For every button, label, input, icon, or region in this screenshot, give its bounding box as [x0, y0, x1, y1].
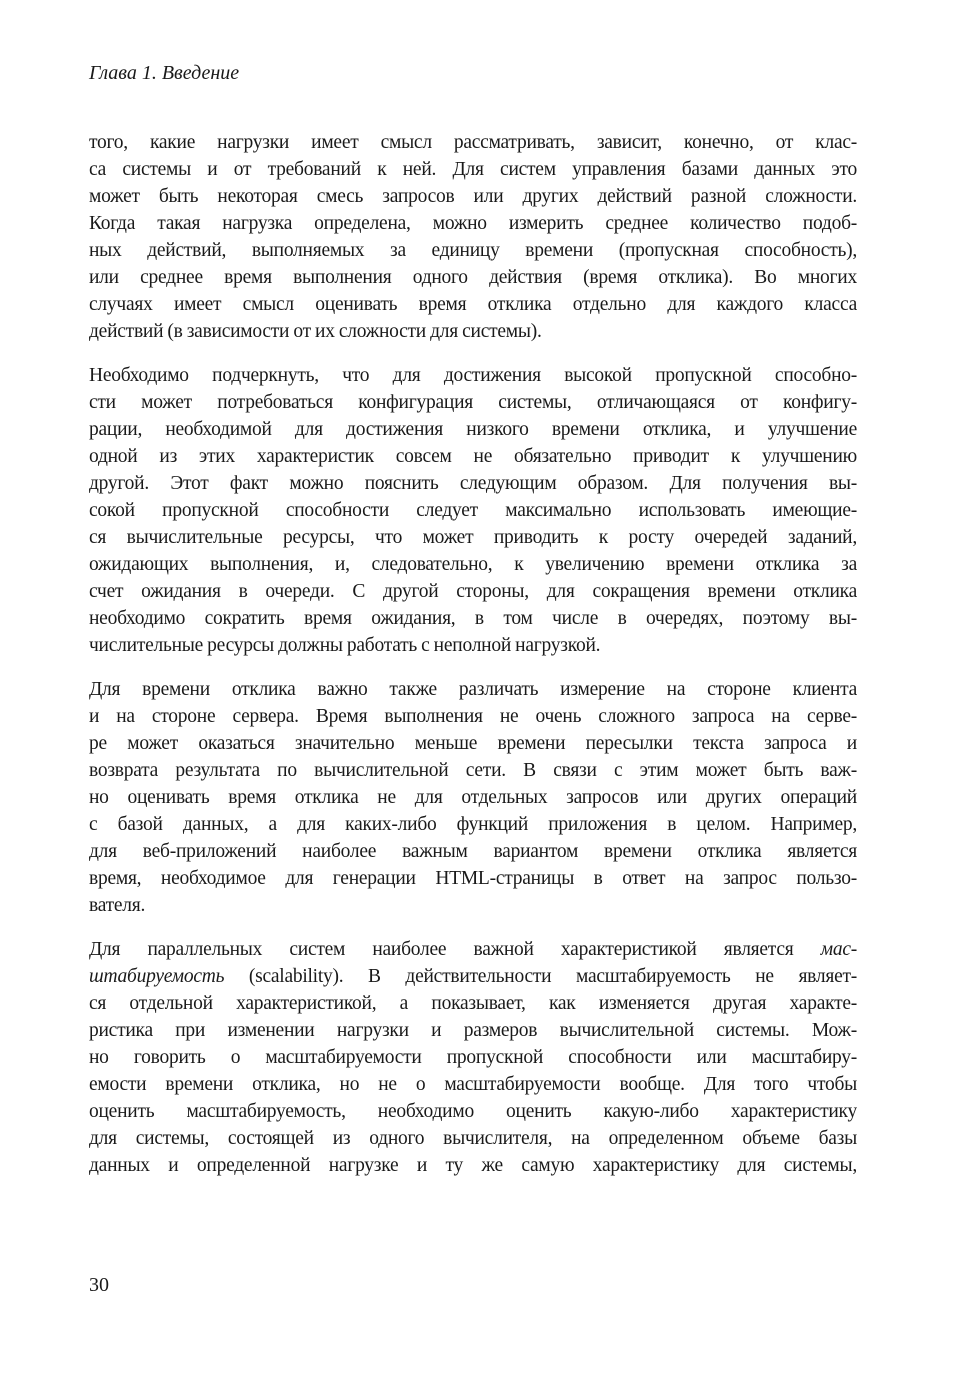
- text-line: может быть некоторая смесь запросов или других действий разной сложности.: [89, 186, 857, 207]
- paragraph: [89, 676, 857, 919]
- text-line: ся отдельной характеристикой, а показывает, как изменяется другая характе-: [89, 993, 857, 1014]
- paragraph: [89, 129, 857, 345]
- text-line: другой. Этот факт можно пояснить следующим образом. Для получения вы-: [89, 473, 857, 494]
- text-line: оценить масштабируемость, необходимо оценить какую-либо характеристику: [89, 1101, 857, 1122]
- body-text: [89, 129, 857, 1196]
- text-line: необходимо сократить время ожидания, в том числе в очередях, поэтому вы-: [89, 608, 857, 629]
- text-line: ре может оказаться значительно меньше времени пересылки текста запроса и: [89, 733, 857, 754]
- text-line: ристика при изменении нагрузки и размеров вычислительной системы. Мож-: [89, 1020, 857, 1041]
- text-line: [89, 963, 857, 990]
- text-line: данных и определенной нагрузке и ту же самую характеристику для системы,: [89, 1155, 857, 1176]
- text-line: но оценивать время отклика не для отдельных запросов или других операций: [89, 787, 857, 808]
- text-line: с базой данных, а для каких-либо функций приложения в целом. Например,: [89, 814, 857, 835]
- text-segment: (scalability). В действительности масштабируемость не являет-: [224, 966, 857, 987]
- text-line: возврата результата по вычислительной сети. В связи с этим может быть важ-: [89, 760, 857, 781]
- text-line: для системы, состоящей из одного вычислителя, на определенном объеме базы: [89, 1128, 857, 1149]
- text-line: действий (в зависимости от их сложности для системы).: [89, 321, 542, 342]
- text-line: одной из этих характеристик совсем не обязательно приводит к улучшению: [89, 446, 857, 467]
- text-line: сти может потребоваться конфигурация системы, отличающаяся от конфигу-: [89, 392, 857, 413]
- text-line: того, какие нагрузки имеет смысл рассматривать, зависит, конечно, от клас-: [89, 132, 857, 153]
- text-line: время, необходимое для генерации HTML-страницы в ответ на запрос пользо-: [89, 868, 857, 889]
- text-line: ся вычислительные ресурсы, что может приводить к росту очередей заданий,: [89, 527, 857, 548]
- text-line: ожидающих выполнения, и, следовательно, к увеличению времени отклика за: [89, 554, 857, 575]
- paragraph: [89, 936, 857, 1179]
- running-header: Глава 1. Введение: [89, 62, 240, 84]
- text-line: но говорить о масштабируемости пропускной способности или масштабиру-: [89, 1047, 857, 1068]
- text-line: счет ожидания в очереди. С другой стороны, для сокращения времени отклика: [89, 581, 857, 602]
- text-line: случаях имеет смысл оценивать время отклика отдельно для каждого класса: [89, 294, 857, 315]
- paragraph: [89, 362, 857, 659]
- text-line: или среднее время выполнения одного действия (время отклика). Во многих: [89, 267, 857, 288]
- text-line: вателя.: [89, 895, 146, 916]
- text-line: [89, 936, 857, 963]
- text-line: Необходимо подчеркнуть, что для достижения высокой пропускной способно-: [89, 365, 857, 386]
- text-line: емости времени отклика, но не о масштабируемости вообще. Для того чтобы: [89, 1074, 857, 1095]
- text-line: Когда такая нагрузка определена, можно измерить среднее количество подоб-: [89, 213, 857, 234]
- italic-term: штабируемость: [89, 966, 225, 987]
- text-segment: Для параллельных систем наиболее важной характеристикой является: [89, 939, 821, 960]
- text-line: са системы и от требований к ней. Для систем управления базами данных это: [89, 159, 857, 180]
- text-line: Для времени отклика важно также различать измерение на стороне клиента: [89, 679, 857, 700]
- text-line: ных действий, выполняемых за единицу времени (пропускная способность),: [89, 240, 857, 261]
- text-line: для веб-приложений наиболее важным вариантом времени отклика является: [89, 841, 857, 862]
- page-number: 30: [89, 1274, 109, 1296]
- text-line: сокой пропускной способности следует максимально использовать имеющие-: [89, 500, 857, 521]
- text-line: рации, необходимой для достижения низкого времени отклика, и улучшение: [89, 419, 857, 440]
- text-line: и на стороне сервера. Время выполнения не очень сложного запроса на серве-: [89, 706, 857, 727]
- italic-term: мас-: [820, 939, 857, 960]
- text-line: числительные ресурсы должны работать с неполной нагрузкой.: [89, 635, 601, 656]
